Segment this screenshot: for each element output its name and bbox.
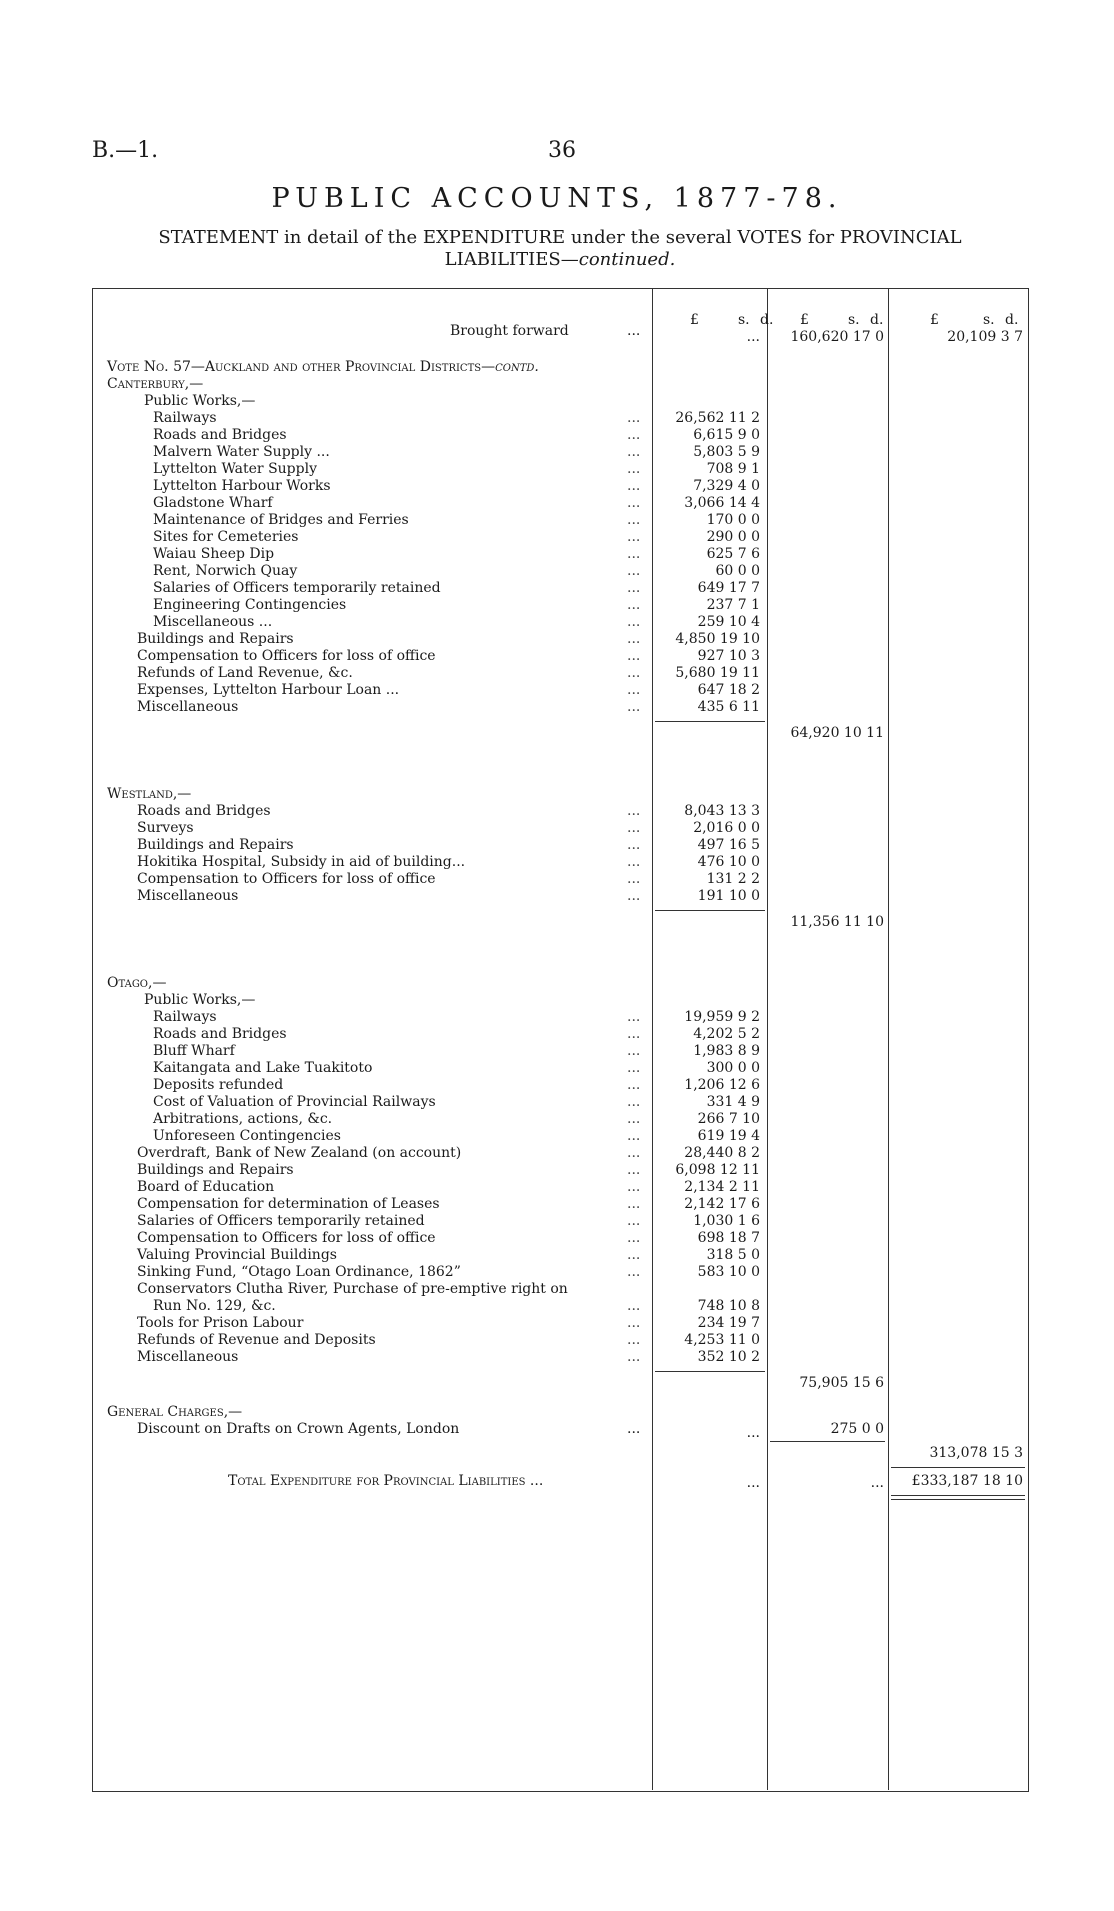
line-item-amount: 6,098 12 11: [675, 1162, 760, 1178]
currency-shilling-header: s.: [983, 312, 995, 328]
leader-dots: ...: [627, 1298, 641, 1314]
line-item-amount: 3,066 14 4: [684, 495, 760, 511]
line-item-amount: 266 7 10: [697, 1111, 760, 1127]
line-item: [0, 1247, 1114, 1264]
line-item-label: Cost of Valuation of Provincial Railways: [153, 1094, 436, 1110]
line-item-amount: 19,959 9 2: [684, 1009, 760, 1025]
subtitle-cont: LIABILITIES—: [444, 249, 579, 270]
leader-dots: ...: [627, 495, 641, 511]
line-item-amount: 237 7 1: [706, 597, 760, 613]
line-item-label: Expenses, Lyttelton Harbour Loan ...: [137, 682, 400, 698]
line-item: [0, 563, 1114, 580]
line-item: [0, 1213, 1114, 1230]
line-item-amount: 4,850 19 10: [675, 631, 760, 647]
general-charges-rule: [770, 1441, 885, 1442]
line-item-amount: 352 10 2: [697, 1349, 760, 1365]
leader-dots: ...: [627, 580, 641, 596]
grand-total-rule-2: [891, 1499, 1025, 1500]
page-title: PUBLIC ACCOUNTS, 1877-78.: [271, 183, 843, 214]
line-item-amount: 131 2 2: [706, 871, 760, 887]
line-item-label: Railways: [153, 1009, 217, 1025]
line-item: [0, 803, 1114, 820]
leader-dots: ...: [627, 1315, 641, 1331]
line-item: [0, 1111, 1114, 1128]
line-item: [0, 529, 1114, 546]
document-reference: B.—1.: [92, 138, 159, 163]
line-item-label: Engineering Contingencies: [153, 597, 347, 613]
line-item-amount: 318 5 0: [706, 1247, 760, 1263]
line-item-amount: 290 0 0: [706, 529, 760, 545]
vote-heading-text: Vote No. 57—Auckland and other Provincial Districts—: [107, 359, 496, 375]
line-item-label: Gladstone Wharf: [153, 495, 273, 511]
grand-total-top-rule: [891, 1467, 1025, 1468]
line-item-label: Valuing Provincial Buildings: [137, 1247, 337, 1263]
subtotal-rule: [655, 1371, 765, 1372]
line-item: [0, 461, 1114, 478]
line-item-amount: 647 18 2: [697, 682, 760, 698]
line-item-label: Roads and Bridges: [153, 1026, 287, 1042]
line-item-amount: 300 0 0: [706, 1060, 760, 1076]
line-item-amount: 26,562 11 2: [675, 410, 760, 426]
line-item-amount: 5,680 19 11: [675, 665, 760, 681]
line-item-amount: 234 19 7: [697, 1315, 760, 1331]
line-item-amount: 4,202 5 2: [693, 1026, 760, 1042]
line-item: [0, 1077, 1114, 1094]
line-item: [0, 820, 1114, 837]
line-item-label: Miscellaneous: [137, 1349, 239, 1365]
vote-heading: [107, 359, 539, 376]
line-item-amount: 5,803 5 9: [693, 444, 760, 460]
line-item: [0, 1128, 1114, 1145]
leader-dots: ...: [627, 461, 641, 477]
line-item: [0, 888, 1114, 905]
leader-dots: ...: [627, 820, 641, 836]
leader-dots: ...: [627, 1247, 641, 1263]
line-item-label: Miscellaneous: [137, 699, 239, 715]
leader-dots: ...: [627, 563, 641, 579]
line-item: [0, 1281, 1114, 1298]
leader-dots: ...: [627, 529, 641, 545]
line-item-amount: 4,253 11 0: [684, 1332, 760, 1348]
section-total: 64,920 10 11: [790, 725, 884, 741]
line-item-amount: 708 9 1: [706, 461, 760, 477]
line-item: [0, 837, 1114, 854]
line-item-label: Run No. 129, &c.: [153, 1298, 276, 1314]
line-item: [0, 1264, 1114, 1281]
line-item-label: Deposits refunded: [153, 1077, 284, 1093]
leader-dots: ...: [627, 427, 641, 443]
line-item-label: Board of Education: [137, 1179, 275, 1195]
general-charges-heading: General Charges,—: [107, 1404, 243, 1420]
subtotal-rule: [655, 910, 765, 911]
line-item: [0, 648, 1114, 665]
currency-pence-header: d.: [1005, 312, 1019, 328]
line-item-label: Arbitrations, actions, &c.: [153, 1111, 333, 1127]
section-total: 75,905 15 6: [799, 1375, 884, 1391]
line-item-amount: 476 10 0: [697, 854, 760, 870]
line-item-amount: 7,329 4 0: [693, 478, 760, 494]
subtotal-rule: [655, 721, 765, 722]
line-item-amount: 2,134 2 11: [684, 1179, 760, 1195]
leader-dots: ...: [627, 1111, 641, 1127]
line-item-amount: 1,983 8 9: [693, 1043, 760, 1059]
line-item: [0, 1349, 1114, 1366]
general-charges-col1: ...: [746, 1425, 760, 1441]
line-item-amount: 497 16 5: [697, 837, 760, 853]
line-item: [0, 427, 1114, 444]
line-item: [0, 1026, 1114, 1043]
line-item: [0, 1298, 1114, 1315]
leader-dots: ...: [627, 1349, 641, 1365]
leader-dots: ...: [627, 665, 641, 681]
currency-pound-header: £: [800, 312, 809, 328]
line-item-label: Bluff Wharf: [153, 1043, 235, 1059]
section-subheading: Public Works,—: [144, 393, 256, 409]
currency-pound-header: £: [690, 312, 699, 328]
line-item: [0, 1060, 1114, 1077]
leader-dots: ...: [627, 1094, 641, 1110]
line-item-amount: 649 17 7: [697, 580, 760, 596]
brought-forward-label: Brought forward: [450, 323, 569, 339]
line-item-label: Compensation for determination of Leases: [137, 1196, 440, 1212]
leader-dots: ...: [627, 1060, 641, 1076]
currency-pound-header: £: [930, 312, 939, 328]
page-number: 36: [548, 138, 576, 163]
leader-dots: ...: [627, 803, 641, 819]
line-item: [0, 546, 1114, 563]
line-item-label: Salaries of Officers temporarily retained: [153, 580, 441, 596]
leader-dots: ...: [627, 854, 641, 870]
line-item-amount: 6,615 9 0: [693, 427, 760, 443]
line-item: [0, 854, 1114, 871]
line-item-amount: 8,043 13 3: [684, 803, 760, 819]
line-item-amount: 1,030 1 6: [693, 1213, 760, 1229]
grand-total-amount: £333,187 18 10: [911, 1473, 1023, 1489]
general-charges-col3: 313,078 15 3: [929, 1445, 1023, 1461]
leader-dots: ...: [627, 546, 641, 562]
leader-dots: ...: [627, 1421, 641, 1437]
line-item-label: Unforeseen Contingencies: [153, 1128, 341, 1144]
line-item-label: Roads and Bridges: [153, 427, 287, 443]
line-item-amount: 259 10 4: [697, 614, 760, 630]
section-heading: Westland,—: [107, 786, 192, 802]
currency-shilling-header: s.: [848, 312, 860, 328]
line-item: [0, 682, 1114, 699]
line-item: [0, 1043, 1114, 1060]
line-item-label: Hokitika Hospital, Subsidy in aid of building...: [137, 854, 466, 870]
grand-total-col1: ...: [746, 1475, 760, 1491]
line-item: [0, 1009, 1114, 1026]
line-item-label: Roads and Bridges: [137, 803, 271, 819]
line-item-label: Conservators Clutha River, Purchase of pre-emptive right on: [137, 1281, 568, 1297]
brought-forward-col3: 20,109 3 7: [947, 329, 1023, 345]
line-item-label: Overdraft, Bank of New Zealand (on account): [137, 1145, 462, 1161]
vote-heading-contd: contd.: [495, 359, 539, 375]
line-item-label: Refunds of Revenue and Deposits: [137, 1332, 376, 1348]
general-charges-col2: 275 0 0: [830, 1421, 884, 1437]
line-item: [0, 665, 1114, 682]
line-item: [0, 1094, 1114, 1111]
line-item: [0, 512, 1114, 529]
leader-dots: ...: [627, 1179, 641, 1195]
line-item-amount: 331 4 9: [706, 1094, 760, 1110]
currency-shilling-header: s.: [738, 312, 750, 328]
leader-dots: ...: [627, 410, 641, 426]
leader-dots: ...: [627, 1128, 641, 1144]
subtitle-line-1: STATEMENT in detail of the EXPENDITURE under the several VOTES for PROVINCIAL: [158, 227, 962, 248]
section-total: 11,356 11 10: [790, 914, 884, 930]
leader-dots: ...: [627, 1213, 641, 1229]
leader-dots: ...: [627, 871, 641, 887]
line-item-amount: 191 10 0: [697, 888, 760, 904]
line-item-amount: 1,206 12 6: [684, 1077, 760, 1093]
line-item-label: Salaries of Officers temporarily retained: [137, 1213, 425, 1229]
line-item-amount: 927 10 3: [697, 648, 760, 664]
line-item-label: Miscellaneous ...: [153, 614, 273, 630]
line-item-amount: 2,142 17 6: [684, 1196, 760, 1212]
line-item-amount: 435 6 11: [697, 699, 760, 715]
line-item-label: Malvern Water Supply ...: [153, 444, 330, 460]
leader-dots: ...: [627, 1162, 641, 1178]
line-item-amount: 698 18 7: [697, 1230, 760, 1246]
line-item-label: Refunds of Land Revenue, &c.: [137, 665, 353, 681]
leader-dots: ...: [627, 699, 641, 715]
leader-dots: ...: [627, 1332, 641, 1348]
line-item-amount: 619 19 4: [697, 1128, 760, 1144]
leader-dots: ...: [627, 1196, 641, 1212]
section-heading: Otago,—: [107, 975, 167, 991]
line-item: [0, 1145, 1114, 1162]
line-item-label: Tools for Prison Labour: [137, 1315, 304, 1331]
leader-dots: ...: [627, 631, 641, 647]
brought-forward-col2: 160,620 17 0: [790, 329, 884, 345]
line-item: [0, 1315, 1114, 1332]
brought-forward-col1: ...: [746, 329, 760, 345]
line-item: [0, 631, 1114, 648]
line-item: [0, 410, 1114, 427]
statement-subtitle: [100, 227, 1020, 271]
section-heading: Canterbury,—: [107, 376, 204, 392]
line-item: [0, 614, 1114, 631]
line-item-label: Surveys: [137, 820, 194, 836]
subtitle-line-2: [100, 249, 1020, 271]
line-item-label: Sinking Fund, “Otago Loan Ordinance, 1862”: [137, 1264, 461, 1280]
leader-dots: ...: [627, 614, 641, 630]
line-item-amount: 28,440 8 2: [684, 1145, 760, 1161]
line-item-label: Compensation to Officers for loss of office: [137, 1230, 436, 1246]
section-subheading: Public Works,—: [144, 992, 256, 1008]
line-item-label: Buildings and Repairs: [137, 837, 294, 853]
line-item-label: Waiau Sheep Dip: [153, 546, 275, 562]
leader-dots: ...: [627, 444, 641, 460]
line-item: [0, 580, 1114, 597]
leader-dots: ...: [627, 478, 641, 494]
grand-total-label: Total Expenditure for Provincial Liabilities ...: [228, 1473, 544, 1489]
line-item-label: Buildings and Repairs: [137, 631, 294, 647]
grand-total-rule-1: [891, 1495, 1025, 1496]
leader-dots: ...: [627, 1043, 641, 1059]
line-item: [0, 871, 1114, 888]
leader-dots: ...: [627, 597, 641, 613]
leader-dots: ...: [627, 1145, 641, 1161]
line-item: [0, 597, 1114, 614]
grand-total-col2: ...: [870, 1475, 884, 1491]
line-item: [0, 1162, 1114, 1179]
leader-dots: ...: [627, 1077, 641, 1093]
line-item-label: Buildings and Repairs: [137, 1162, 294, 1178]
line-item: [0, 1230, 1114, 1247]
general-charges-item: Discount on Drafts on Crown Agents, London: [137, 1421, 460, 1437]
leader-dots: ...: [627, 648, 641, 664]
brought-forward-dots: ...: [627, 323, 641, 339]
subtitle-continued: continued.: [578, 249, 676, 270]
line-item-label: Lyttelton Water Supply: [153, 461, 317, 477]
leader-dots: ...: [627, 1026, 641, 1042]
line-item: [0, 444, 1114, 461]
line-item: [0, 478, 1114, 495]
line-item: [0, 1179, 1114, 1196]
leader-dots: ...: [627, 1009, 641, 1025]
leader-dots: ...: [627, 682, 641, 698]
currency-pence-header: d.: [870, 312, 884, 328]
leader-dots: ...: [627, 837, 641, 853]
line-item-label: Kaitangata and Lake Tuakitoto: [153, 1060, 373, 1076]
line-item-label: Miscellaneous: [137, 888, 239, 904]
line-item-label: Compensation to Officers for loss of office: [137, 648, 436, 664]
line-item-label: Compensation to Officers for loss of office: [137, 871, 436, 887]
leader-dots: ...: [627, 512, 641, 528]
leader-dots: ...: [627, 1264, 641, 1280]
line-item: [0, 495, 1114, 512]
line-item-amount: 583 10 0: [697, 1264, 760, 1280]
leader-dots: ...: [627, 888, 641, 904]
line-item-amount: 2,016 0 0: [693, 820, 760, 836]
line-item-amount: 625 7 6: [706, 546, 760, 562]
line-item-amount: 170 0 0: [706, 512, 760, 528]
line-item-amount: 60 0 0: [715, 563, 760, 579]
line-item-label: Railways: [153, 410, 217, 426]
line-item-label: Sites for Cemeteries: [153, 529, 299, 545]
line-item-label: Lyttelton Harbour Works: [153, 478, 331, 494]
line-item: [0, 1332, 1114, 1349]
line-item-label: Rent, Norwich Quay: [153, 563, 298, 579]
currency-pence-header: d.: [760, 312, 774, 328]
line-item: [0, 699, 1114, 716]
line-item: [0, 1196, 1114, 1213]
line-item-label: Maintenance of Bridges and Ferries: [153, 512, 409, 528]
leader-dots: ...: [627, 1230, 641, 1246]
line-item-amount: 748 10 8: [697, 1298, 760, 1314]
